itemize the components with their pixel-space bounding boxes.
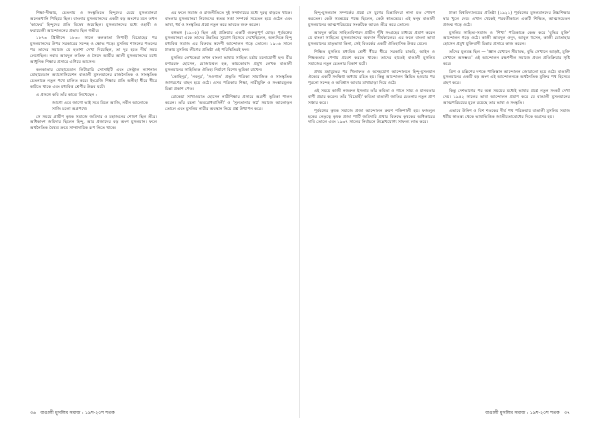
right-page-footer — [485, 409, 570, 417]
paragraph: এভাবে উনিশ ও বিশ শতকের দীর্ঘ পথ পরিক্রমায় বাঙালী মুসলিম সমাজ ধর্মীয় স্বাতন্ত্র্য থেকে ভাষাভিত্তিক জাতীয়তাবোধের দিকে অগ্রসর হয়। — [443, 107, 570, 119]
right-page — [300, 0, 600, 424]
right-page-column-2 — [443, 10, 570, 400]
right-page-columns — [308, 10, 570, 400]
paragraph: কিন্তু দেশভাগের পর অল্প সময়ের মধ্যেই ভাষার প্রশ্নে নতুন সংকট দেখা দেয়। ১৯৫২ সালের ভাষা আন্দোলন প্রমাণ করে যে বাঙালী মুসলমানের আত্মপরিচয়ের মূলে রয়েছে তার ভাষা ও সংস্কৃতি। — [443, 88, 570, 105]
paragraph: তাঁদের মূলমন্ত্র ছিল — 'জ্ঞান যেখানে সীমাবদ্ধ, বুদ্ধি সেখানে আড়ষ্ট, মুক্তি সেখানে অসম্ভব।' এই আন্দোলন রক্ষণশীল সমাজে প্রবল প্রতিক্রিয়ার সৃষ্টি করে। — [443, 49, 570, 66]
paragraph: বঙ্গভঙ্গ (১৯০৫) ছিল এই প্রক্রিয়ার একটি গুরুত্বপূর্ণ মোড়। পূর্ববঙ্গের মুসলমানরা একে তাদের উন্নতির সুযোগ হিসেবে দেখেছিলেন, অন্যদিকে হিন্দু মধ্যবিত্ত সমাজ এর বিরুদ্ধে স্বদেশী আন্দোলন গড়ে তোলে। ১৯০৬ সালে ঢাকায় মুসলিম লীগের প্রতিষ্ঠা এই পরিস্থিতিরই ফল। — [165, 29, 292, 53]
paragraph: শিক্ষা-দীক্ষায়, চেতনায় ও সংস্কৃতিতে হিন্দুদের চেয়ে মুসলমানরা অনেকখানি পিছিয়ে ছিল। বাংলার মুসলমানদের একটা বড় অংশের মনে তখন 'কাফের' হিন্দুদের প্রতি বিদ্বেষ জমেছিল। মুসলমানদের মধ্যে ওহাবী ও ফরায়েজী আন্দোলনের প্রভাব ছিল গভীর। — [30, 10, 157, 33]
paragraph: শিক্ষিত মুসলিম মধ্যবিত্ত শ্রেণী ধীরে ধীরে সরকারি চাকরি, আইন ও শিক্ষকতার পেশায় প্রবেশ করতে থাকে। তাদের হাতেই বাঙালী মুসলিম সমাজের নতুন চেতনার বিকাশ ঘটে। — [308, 49, 435, 66]
paragraph: পূর্ববঙ্গের কৃষক সমাজে প্রজা আন্দোলন ক্রমশ শক্তিশালী হয়। ফজলুল হকের নেতৃত্বে কৃষক প্রজা পার্টি জমিদারি প্রথার বিরুদ্ধে কৃষকের অধিকারের দাবি তোলে এবং ১৯৩৭ সালের নির্বাচনে উল্লেখযোগ্য সাফল্য লাভ করে। — [308, 107, 435, 125]
right-page-column-1 — [308, 10, 435, 400]
paragraph: প্রথম মহাযুদ্ধের পর খিলাফত ও অসহযোগ আন্দোলনে হিন্দু-মুসলমান ঐক্যের একটি সংক্ষিপ্ত অধ্যায় রচিত হয়। কিন্তু আন্দোলন স্তিমিত হওয়ার পর পুরনো সন্দেহ ও অবিশ্বাস আবার মাথাচাড়া দিয়ে ওঠে। — [308, 68, 435, 86]
page-number: ৩৭ — [564, 411, 570, 416]
left-page-column-2 — [165, 10, 292, 400]
paragraph: এই সময়ে কাজী নজরুল ইসলাম তাঁর কবিতা ও গানে সাম্য ও মানবতার বাণী প্রচার করেন। তাঁর 'বিদ্রোহী' কবিতা বাঙালী জাতির চেতনায় নতুন প্রাণ সঞ্চার করে। — [308, 88, 435, 105]
paragraph: রোকেয়া সাখাওয়াত হোসেন নারীশিক্ষার প্রসারে অগ্রণী ভূমিকা পালন করেন। তাঁর রচনা 'অবরোধবাসিনী' ও 'সুলতানার স্বপ্ন' সমাজে আলোড়ন তোলে এবং মুসলিম নারীর অবস্থান নিয়ে প্রশ্ন উত্থাপন করে। — [165, 93, 292, 111]
paragraph: সে সময়ে গ্রামীণ কৃষক সমাজে জমিদার ও মহাজনের শোষণ ছিল তীব্র। অধিকাংশ জমিদার ছিলেন হিন্দু, আর প্রজাদের বড় অংশ মুসলমান। ফলে অর্থনৈতিক বৈষম্য ক্রমে সাম্প্রদায়িক রূপ নিতে থাকে। — [30, 113, 157, 131]
paragraph: হিন্দু-মুসলমান সম্পর্কের প্রশ্নে সে যুগের চিন্তাবিদরা নানা মত পোষণ করতেন। কেউ সমন্বয়ের পক্ষে ছিলেন, কেউ স্বাতন্ত্র্যের। এই দ্বন্দ্ব বাঙালী মুসলমানের আত্মপরিচয়ের সংকটকে আরও তীব্র করে তোলে। — [308, 10, 435, 27]
left-page-columns — [30, 10, 292, 400]
paragraph: এর ফলে সমাজ ও রাজনীতিতে দুই সম্প্রদায়ের মধ্যে দূরত্ব বাড়তে থাকে। বাংলার মুসলমানরা নিজেদের স্বতন্ত্র সত্তা সম্পর্কে সচেতন হয়ে ওঠেন এবং ভাষা, ধর্ম ও সংস্কৃতির প্রশ্নে নতুন করে ভাবতে শুরু করেন। — [165, 10, 292, 27]
page-number: ৩৬ — [30, 411, 36, 416]
paragraph: ১৮৭৩ খ্রিস্টাব্দে ১৮৩০ সালে কলকাতা সিপাহী বিদ্রোহের পর মুসলমানদের উপর সরকারের সন্দেহ ও ক্ষোভ পড়ে। মুসলিম শাসনের পতনের পর তাদের সমাজে যে হতাশা দেখা দিয়েছিল, তা দূর হতে দীর্ঘ সময় লেগেছিল। নবাব আবদুল লতিফ ও সৈয়দ আমীর আলী মুসলমানদের মধ্যে আধুনিক শিক্ষার প্রসারে এগিয়ে আসেন। — [30, 35, 157, 64]
paragraph: মুসলিম লেখকেরা তখন বাংলা ভাষায় সাহিত্য চর্চায় মনোযোগী হন। মীর মশাররফ হোসেন, মোজাম্মেল হক, কায়কোবাদ প্রমুখ লেখক বাঙালী মুসলমানের সাহিত্যিক ঐতিহ্য নির্মাণে বিশেষ ভূমিকা রাখেন। — [165, 54, 292, 72]
left-page-column-1 — [30, 10, 157, 400]
paragraph: মুসলিম সাহিত্য-সমাজ ও 'শিখা' পত্রিকাকে কেন্দ্র করে 'বুদ্ধির মুক্তি' আন্দোলন গড়ে ওঠে। কাজী আবদুল ওদুদ, আবুল হুসেন, কাজী মোতাহার হোসেন প্রমুখ যুক্তিবাদী চিন্তার প্রসারে কাজ করেন। — [443, 29, 570, 47]
left-page-footer — [30, 409, 115, 417]
running-footer: বাঙালী মুসলিম সমাজ : ১৯শ-২০শ শতক — [485, 411, 560, 416]
running-footer: বাঙালী মুসলিম সমাজ : ১৯শ-২০শ শতক — [40, 411, 115, 416]
paragraph: ত্রিশ ও চল্লিশের দশকে পাকিস্তান আন্দোলন জোরালো হয়ে ওঠে। বাঙালী মুসলমানের একটি বড় অংশ এই আন্দোলনকে অর্থনৈতিক মুক্তির পথ হিসেবে গ্রহণ করে। — [443, 68, 570, 86]
paragraph: আবদুল করিম সাহিত্যবিশারদ প্রাচীন পুঁথি সংগ্রহের মাধ্যমে প্রমাণ করেন যে বাংলা সাহিত্যে মুসলমানদের অবদান দীর্ঘকালের। এর ফলে বাংলা ভাষা মুসলমানের মাতৃভাষা কিনা, সেই বিতর্কের একটি ঐতিহাসিক উত্তর মেলে। — [308, 29, 435, 47]
paragraph: কলকাতার মোহামেডান লিটারারি সোসাইটি এবং সেন্ট্রাল ন্যাশনাল মোহামেডান অ্যাসোসিয়েশন বাঙালী মুসলমানের রাজনৈতিক ও সাংস্কৃতিক চেতনাকে নতুন পথে চালিত করে। ইংরেজি শিক্ষার প্রতি অনীহা ধীরে ধীরে কাটতে থাকে এবং মধ্যবিত্ত শ্রেণীর উদ্ভব ঘটে। — [30, 66, 157, 90]
paragraph: ঢাকা বিশ্ববিদ্যালয়ের প্রতিষ্ঠা (১৯২১) পূর্ববঙ্গের মুসলমানদের উচ্চশিক্ষার দ্বার খুলে দেয়। এখান থেকেই পরবর্তীকালে একটি শিক্ষিত, আত্মসচেতন প্রজন্ম গড়ে ওঠে। — [443, 10, 570, 27]
verse-quote: জাগো এবে জাগো ভাই সবে মিলে আজি, নবীন আলোকে সাজি চলো অগ্রপথে। — [52, 99, 148, 111]
paragraph: এ প্রসঙ্গে কবি তাঁর কাব্যে লিখেছেন : — [36, 91, 97, 97]
paragraph: 'কোহিনূর', 'নবনূর', 'সওগাত' প্রভৃতি পত্রিকা সামাজিক ও সাংস্কৃতিক জাগরণের বাহন হয়ে ওঠে। এসব পত্রিকায় শিক্ষা, নারীমুক্তি ও সংস্কারমূলক চিন্তা প্রকাশ পেত। — [165, 74, 292, 92]
